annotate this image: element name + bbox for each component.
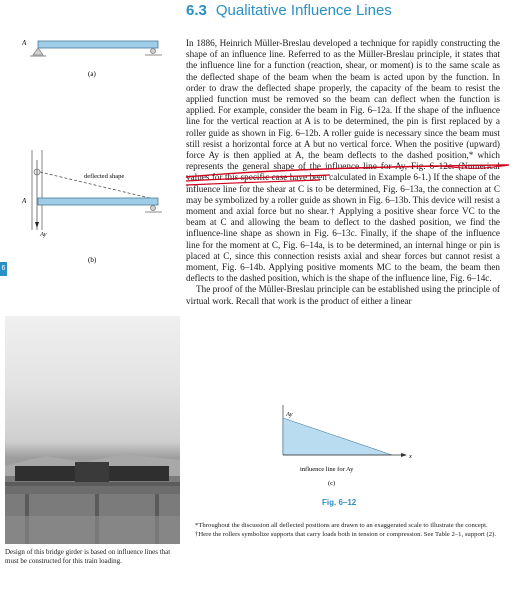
- figure-number: Fig. 6–12: [322, 498, 357, 507]
- footnotes: [186, 522, 504, 539]
- point-a-label: A: [22, 197, 27, 205]
- footnote: †Here the rollers symbolize supports that carry loads both in tension or compression. See Table 2–1, support (2).: [195, 530, 497, 538]
- footnote: *Throughout the discussion all deflected positions are drawn to an exaggerated scale to illustrate the concept.: [195, 522, 488, 529]
- section-title: Qualitative Influence Lines: [215, 2, 392, 19]
- section-number: 6.3: [186, 2, 207, 19]
- chapter-tab: 6: [0, 262, 7, 276]
- deflected-shape-label: deflected shape: [84, 173, 125, 180]
- influence-line-caption: influence line for Ay: [300, 466, 354, 473]
- figure-b-label: (b): [88, 256, 97, 264]
- figure-a-label: (a): [88, 70, 96, 78]
- paragraph: The proof of the Müller-Breslau principle can be established using the principle of virtual work. Recall that work is the product of either a linear: [186, 284, 500, 306]
- photo-caption: Design of this bridge girder is based on influence lines that must be constructed for this train loading.: [5, 548, 171, 565]
- reaction-ay-label: Ay: [286, 411, 293, 418]
- figure-c-label: (c): [328, 480, 336, 487]
- paragraph: In 1886, Heinrich Müller-Breslau developed a technique for rapidly constructing the shape of an influence line. Referred to as the Müller-Breslau principle, it states that the influence line for a function (reaction, shear, or moment) is to the same scale as the deflected shape of the beam when the beam is acted upon by the function. In order to draw the deflected shape properly, the capacity of the beam to resist the applied function must be removed so the beam can deflect when the function is applied. For example, consider the beam in Fig. 6–12a. If the shape of the influence line for the vertical reaction at A is to be determined, the pin is first replaced by a roller guide as shown in Fig. 6–12b. A roller guide is necessary since the beam must still resist a horizontal force at A but no vertical force. When the positive (upward) force Ay is then applied at A, the beam deflects to the dashed position,* which represents the general shape of the influence line for Ay, Fig. 6–12c. (Numerical values for this specific case have been calculated in Example 6-1.) If the shape of the influence line for the shear at C is to be determined, Fig. 6–13a, the connection at C may be symbolized by a roller guide as shown in Fig. 6–13b. This device will resist a moment and axial force but no shear.† Applying a positive shear force VC to the beam at C and allowing the beam to deflect to the dashed position, we find the influence-line shape as shown in Fig. 6–13c. Finally, if the shape of the influence line for the moment at C, Fig. 6–14a, is to be determined, an internal hinge or pin is placed at C, since this connection resists axial and shear forces but cannot resist a moment, Fig. 6–14b. Applying positive moments MC to the beam, the beam then deflects to the dashed position, which is the shape of the influence line, Fig. 6–14c.: [186, 38, 500, 284]
- influence-area: [283, 418, 392, 455]
- x-axis-label: x: [409, 453, 412, 460]
- reaction-ay-label: Ay: [40, 231, 47, 238]
- point-a-label: A: [22, 39, 27, 47]
